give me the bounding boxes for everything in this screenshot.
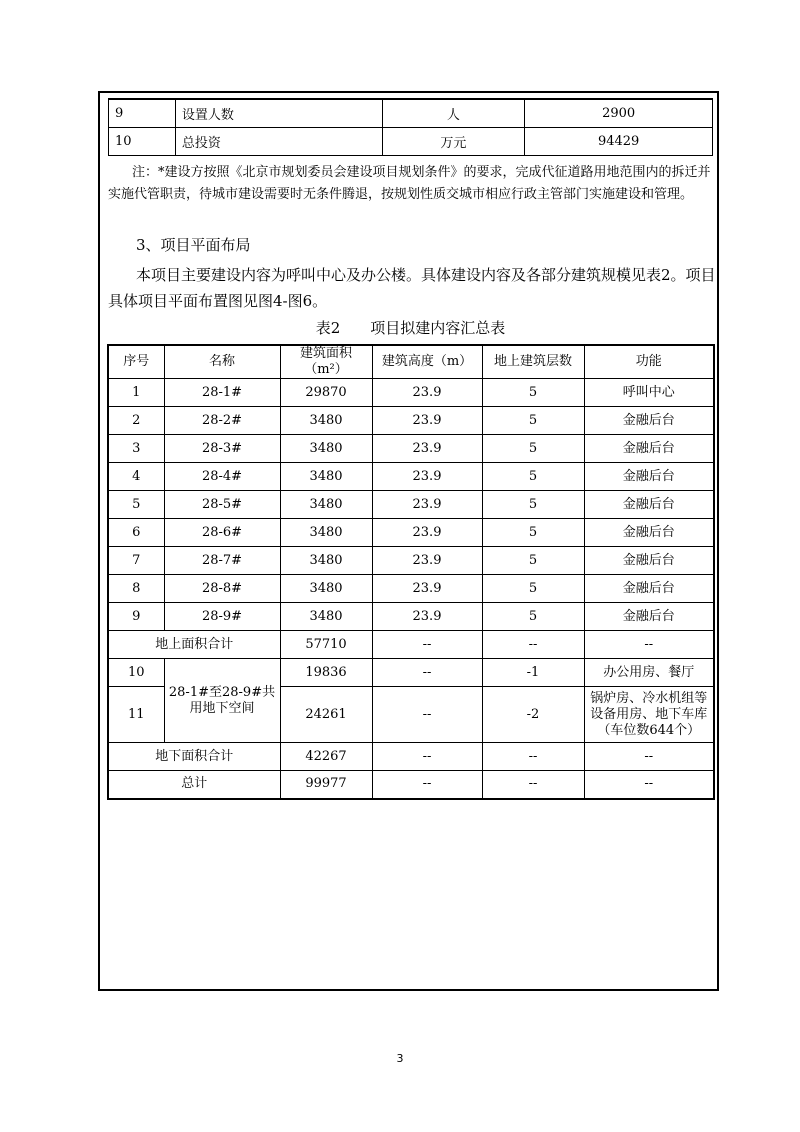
row-item: 总投资: [175, 127, 382, 155]
table-row: [108, 407, 714, 435]
row-value: 94429: [525, 127, 713, 155]
below-total-area: 42267: [280, 743, 372, 771]
table-row: [108, 463, 714, 491]
row-height: 23.9: [372, 463, 482, 491]
row-no: 9: [109, 99, 176, 127]
caption-title: 项目拟建内容汇总表: [370, 319, 506, 337]
row-value: 2900: [525, 99, 713, 127]
row-height: 23.9: [372, 435, 482, 463]
row-function: 金融后台: [584, 519, 714, 547]
row-no: 6: [108, 519, 164, 547]
row-function: 金融后台: [584, 407, 714, 435]
row-height: --: [372, 659, 482, 687]
below-total-row: [108, 743, 714, 771]
above-total-function: --: [584, 631, 714, 659]
table-row: [108, 575, 714, 603]
row-area: 3480: [280, 519, 372, 547]
below-total-height: --: [372, 743, 482, 771]
row-height: --: [372, 687, 482, 743]
table-row: [108, 519, 714, 547]
row-no: 1: [108, 379, 164, 407]
row-area: 3480: [280, 407, 372, 435]
row-function: 办公用房、餐厅: [584, 659, 714, 687]
header-row: [108, 345, 714, 379]
row-height: 23.9: [372, 603, 482, 631]
summary-table: [108, 98, 713, 156]
row-no: 8: [108, 575, 164, 603]
row-function: 金融后台: [584, 547, 714, 575]
row-height: 23.9: [372, 575, 482, 603]
row-name: 28-7#: [164, 547, 280, 575]
row-area: 24261: [280, 687, 372, 743]
construction-table: [107, 344, 715, 800]
row-name: 28-2#: [164, 407, 280, 435]
row-floors: 5: [482, 463, 584, 491]
row-floors: -2: [482, 687, 584, 743]
row-floors: -1: [482, 659, 584, 687]
header-function: 功能: [584, 345, 714, 379]
table-row: [108, 603, 714, 631]
row-function: 金融后台: [584, 435, 714, 463]
row-no: 2: [108, 407, 164, 435]
row-height: 23.9: [372, 547, 482, 575]
row-function: 金融后台: [584, 603, 714, 631]
above-total-area: 57710: [280, 631, 372, 659]
row-name: 28-4#: [164, 463, 280, 491]
body-paragraph: 本项目主要建设内容为呼叫中心及办公楼。具体建设内容及各部分建筑规模见表2。项目具体项目平面布置图见图4-图6。: [108, 266, 716, 310]
table-row: [108, 491, 714, 519]
table-row: [108, 379, 714, 407]
row-function: 金融后台: [584, 463, 714, 491]
table-note: 注：*建设方按照《北京市规划委员会建设项目规划条件》的要求，完成代征道路用地范围内的拆迁并实施代管职责，待城市建设需要时无条件腾退，按规划性质交城市相应行政主管部门实施建设和管理。: [108, 165, 711, 202]
row-floors: 5: [482, 603, 584, 631]
row-height: 23.9: [372, 519, 482, 547]
below-total-function: --: [584, 743, 714, 771]
row-area: 19836: [280, 659, 372, 687]
shared-underground-name: 28-1#至28-9#共用地下空间: [164, 659, 280, 743]
row-area: 3480: [280, 463, 372, 491]
table-caption: [108, 317, 713, 339]
row-function: 锅炉房、冷水机组等设备用房、地下车库（车位数644个）: [584, 687, 714, 743]
header-name: 名称: [164, 345, 280, 379]
row-height: 23.9: [372, 491, 482, 519]
row-floors: 5: [482, 435, 584, 463]
grand-total-height: --: [372, 771, 482, 799]
row-floors: 5: [482, 519, 584, 547]
table-row: [109, 127, 713, 155]
table-row: [108, 435, 714, 463]
table-row: [109, 99, 713, 127]
above-total-height: --: [372, 631, 482, 659]
below-total-floors: --: [482, 743, 584, 771]
row-name: 28-9#: [164, 603, 280, 631]
row-area: 3480: [280, 547, 372, 575]
row-item: 设置人数: [175, 99, 382, 127]
row-floors: 5: [482, 379, 584, 407]
row-function: 金融后台: [584, 491, 714, 519]
row-area: 3480: [280, 603, 372, 631]
caption-number: 表2: [315, 319, 341, 337]
above-total-floors: --: [482, 631, 584, 659]
underground-row: [108, 659, 714, 687]
row-name: 28-5#: [164, 491, 280, 519]
row-area: 3480: [280, 435, 372, 463]
row-floors: 5: [482, 547, 584, 575]
table-row: [108, 547, 714, 575]
grand-total-row: [108, 771, 714, 799]
above-total-label: 地上面积合计: [108, 631, 280, 659]
row-unit: 人: [382, 99, 525, 127]
row-no: 11: [108, 687, 164, 743]
row-area: 3480: [280, 491, 372, 519]
row-floors: 5: [482, 491, 584, 519]
row-name: 28-1#: [164, 379, 280, 407]
row-height: 23.9: [372, 379, 482, 407]
row-no: 10: [108, 659, 164, 687]
table-body: [108, 379, 714, 631]
row-name: 28-8#: [164, 575, 280, 603]
header-height: 建筑高度（m）: [372, 345, 482, 379]
header-area: 建筑面积（m²）: [280, 345, 372, 379]
section-heading: 3、项目平面布局: [136, 236, 251, 254]
row-no: 10: [109, 127, 176, 155]
row-unit: 万元: [382, 127, 525, 155]
row-floors: 5: [482, 575, 584, 603]
page-number: 3: [396, 1052, 404, 1065]
row-no: 3: [108, 435, 164, 463]
row-no: 7: [108, 547, 164, 575]
row-area: 3480: [280, 575, 372, 603]
below-total-label: 地下面积合计: [108, 743, 280, 771]
row-height: 23.9: [372, 407, 482, 435]
row-no: 5: [108, 491, 164, 519]
header-no: 序号: [108, 345, 164, 379]
row-no: 4: [108, 463, 164, 491]
grand-total-function: --: [584, 771, 714, 799]
row-floors: 5: [482, 407, 584, 435]
grand-total-label: 总计: [108, 771, 280, 799]
row-area: 29870: [280, 379, 372, 407]
grand-total-area: 99977: [280, 771, 372, 799]
row-function: 金融后台: [584, 575, 714, 603]
row-name: 28-3#: [164, 435, 280, 463]
row-no: 9: [108, 603, 164, 631]
grand-total-floors: --: [482, 771, 584, 799]
header-floors: 地上建筑层数: [482, 345, 584, 379]
above-total-row: [108, 631, 714, 659]
row-name: 28-6#: [164, 519, 280, 547]
row-function: 呼叫中心: [584, 379, 714, 407]
